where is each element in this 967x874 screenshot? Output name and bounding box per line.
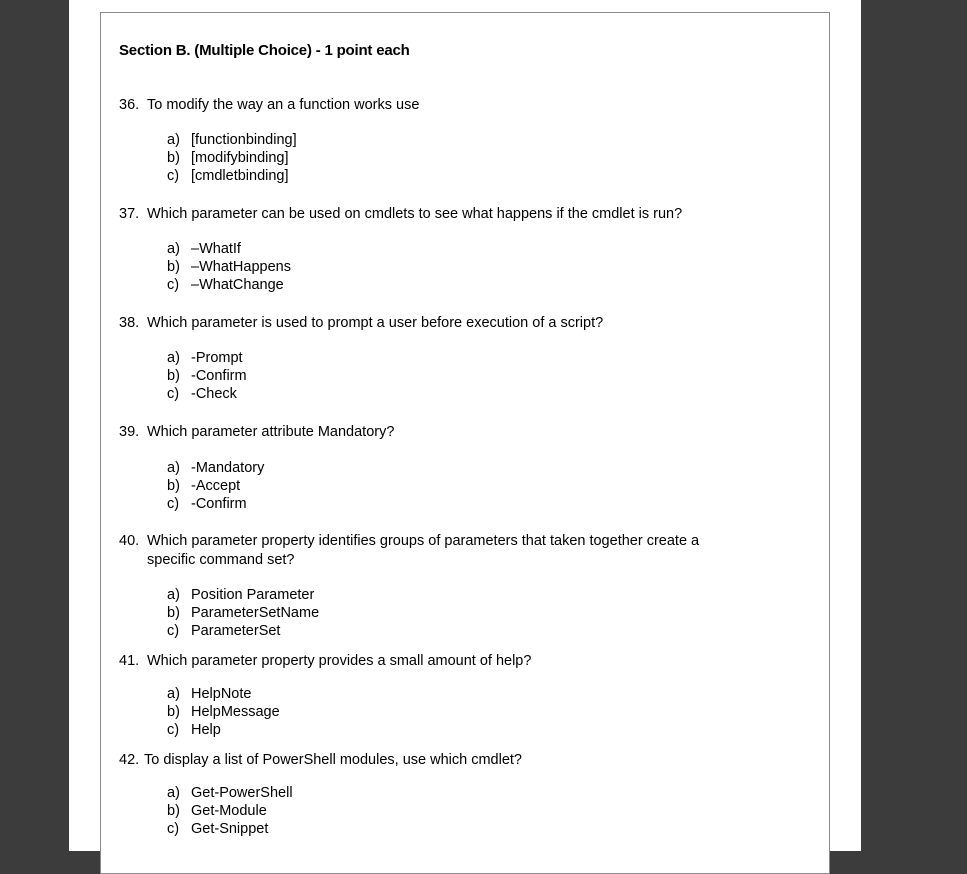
question-41 <box>119 652 719 671</box>
question-number: 39. <box>119 424 140 440</box>
question-number: 36. <box>119 97 140 113</box>
option-b: b) -Confirm <box>167 368 247 385</box>
option-a: a) [functionbinding] <box>167 132 297 148</box>
question-40 <box>119 532 719 570</box>
options-37 <box>167 240 291 295</box>
option-c: c) Help <box>167 722 221 739</box>
question-37 <box>119 205 719 224</box>
question-number: 37. <box>119 206 140 222</box>
question-number: 41. <box>119 653 140 669</box>
option-c: c) -Confirm <box>167 496 247 513</box>
options-41 <box>167 685 280 740</box>
question-number: 40. <box>119 533 140 549</box>
question-text: Which parameter is used to prompt a user before execution of a script? <box>147 315 604 331</box>
options-42 <box>167 784 293 839</box>
option-a: a) -Prompt <box>167 350 243 366</box>
section-title: Section B. (Multiple Choice) - 1 point each <box>119 42 410 59</box>
question-text: To display a list of PowerShell modules, use which cmdlet? <box>144 752 522 768</box>
question-text: Which parameter can be used on cmdlets to see what happens if the cmdlet is run? <box>147 206 683 222</box>
question-text: Which parameter attribute Mandatory? <box>147 424 395 440</box>
question-36 <box>119 96 719 115</box>
option-a: a) Get-PowerShell <box>167 785 293 801</box>
option-c: c) [cmdletbinding] <box>167 168 289 185</box>
question-number: 38. <box>119 315 140 331</box>
option-b: b) -Accept <box>167 478 241 495</box>
options-38 <box>167 349 247 404</box>
option-b: b) HelpMessage <box>167 704 280 721</box>
option-b: b) ParameterSetName <box>167 605 320 622</box>
option-c: c) Get-Snippet <box>167 821 269 838</box>
options-36 <box>167 131 297 186</box>
question-42 <box>119 751 719 770</box>
options-39 <box>167 459 264 514</box>
option-b: b) Get-Module <box>167 803 267 820</box>
option-a: a) -Mandatory <box>167 460 265 476</box>
question-39 <box>119 423 719 442</box>
option-b: b) [modifybinding] <box>167 150 289 167</box>
question-38 <box>119 314 719 333</box>
option-b: b) –WhatHappens <box>167 259 291 276</box>
option-a: a) HelpNote <box>167 686 252 702</box>
option-c: c) ParameterSet <box>167 623 281 640</box>
question-text: To modify the way an a function works use <box>147 97 420 113</box>
option-a: a) Position Parameter <box>167 587 315 603</box>
option-c: c) -Check <box>167 386 237 403</box>
question-text: Which parameter property provides a small amount of help? <box>147 653 532 669</box>
question-number: 42. <box>119 752 140 768</box>
option-a: a) –WhatIf <box>167 241 241 257</box>
options-40 <box>167 586 319 641</box>
option-c: c) –WhatChange <box>167 277 284 294</box>
question-text: Which parameter property identifies groups of parameters that taken together create a specific command set? <box>147 533 700 568</box>
